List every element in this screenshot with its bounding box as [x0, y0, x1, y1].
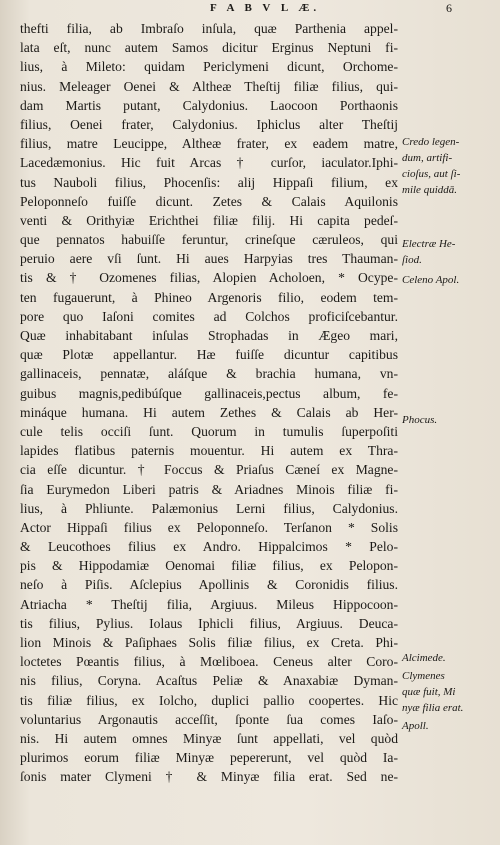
text-line: tis & † Ozomenes filias, Alopien Acholoen, * Ocype-	[20, 270, 398, 286]
margin-note-line: Electræ He-	[402, 238, 456, 250]
text-line: tis filius, Pylius. Iolaus Iphicli filius, Argiuus. Deuca-	[20, 615, 398, 631]
text-line: lapides flatibus paternis mouentur. Hi autem ex Thra-	[20, 443, 398, 459]
text-line: Atriacha * Theſtij filia, Argiuus. Mileus Hippocoon-	[20, 596, 398, 612]
text-line: Quæ inhabitabant inſulas Strophadas in Ægeo mari,	[20, 328, 398, 343]
text-line: loctetes Pœantis filius, à Mœliboea. Ceneus alter Coro-	[20, 654, 398, 670]
running-title: F A B V L Æ.	[210, 2, 321, 14]
margin-note-line: cioſus, aut ſi-	[402, 168, 461, 180]
margin-note-alcimede	[402, 650, 498, 666]
text-line: & Leucothoes filius ex Andro. Hippalcimos * Pelo-	[20, 539, 398, 555]
margin-note-line: Clymenes	[402, 670, 445, 682]
text-line: tus Nauboli filius, Phocenſis: alij Hippaſi filium, ex	[20, 174, 398, 190]
text-line: mináque humana. Hi autem Zethes & Calais ab Her-	[20, 404, 398, 420]
margin-note-electrae	[402, 236, 498, 268]
text-line: guibus magnis,pedibúſque gallinaceis,pectus album, fe-	[20, 385, 398, 401]
margin-note-line: ſiod.	[402, 254, 422, 266]
margin-note-line: dum, artifi-	[402, 152, 453, 164]
text-line: nius. Meleager Oenei & Altheæ Theſtij filiæ filius, qui-	[20, 78, 398, 94]
text-line: pore quo Iaſoni comites ad Colchos proficiſcebantur.	[20, 308, 398, 324]
text-line: gallinaceis, pennatæ, aláſque & brachia humana, vn-	[20, 366, 398, 382]
margin-note-line: mile quiddā.	[402, 184, 457, 196]
margin-note-line: Credo legen-	[402, 136, 460, 148]
margin-note-line: quæ fuit, Mi	[402, 686, 456, 698]
margin-note-line: Celeno Apol.	[402, 274, 460, 286]
text-line: neſo à Piſis. Aſclepius Apollinis & Coronidis filius.	[20, 577, 398, 593]
text-line: filius, matre Leucippe, Altheæ frater, ex eadem matre,	[20, 136, 398, 152]
text-line: voluntarius Argonautis acceſſit, ſponte ſua comes Iaſo-	[20, 711, 398, 727]
text-line: pis & Hippodamiæ Oenomai filiæ filius, ex Pelopon-	[20, 558, 398, 574]
text-line: cia eſſe dicuntur. † Foccus & Priaſus Cæneí ex Magne-	[20, 462, 398, 478]
text-line: peruio aere vſi ſunt. Hi aues Harpyias tres Thauman-	[20, 251, 398, 267]
main-text-column	[20, 19, 398, 787]
text-line: ſia Eurymedon Liberi patris & Ariadnes Minois filiæ fi-	[20, 481, 398, 497]
margin-note-line: nyæ filia erat.	[402, 702, 464, 714]
text-line: venti & Orithyiæ Erichthei filiæ filij. Hi capita pedeſ-	[20, 212, 398, 228]
text-line: filius, Oenei frater, Calydonius. Iphiclus alter Theſtij	[20, 116, 398, 132]
margin-note-line: Phocus.	[402, 414, 438, 426]
margin-notes	[398, 0, 500, 845]
text-line: thefti filia, ab Imbraſo inſula, quæ Parthenia appel-	[20, 21, 398, 36]
text-line: lata eſt, nunc autem Samos dicitur Erginus Neptuni fi-	[20, 40, 398, 56]
margin-note-phocus	[402, 412, 498, 428]
margin-note-apoll	[402, 718, 498, 734]
margin-note-line: Alcimede.	[402, 652, 446, 664]
text-line: lius, à Phliunte. Palæmonius Lerni filius, Calydonius.	[20, 500, 398, 516]
margin-note-credo	[402, 134, 498, 198]
text-line: plurimos eorum filiæ Minyæ pepererunt, vel quòd Ia-	[20, 750, 398, 766]
text-line: tis filiæ filius, ex Iolcho, duplici pallio coopertes. Hic	[20, 692, 398, 708]
margin-note-celeno	[402, 272, 498, 288]
margin-note-clymenes	[402, 668, 498, 716]
text-line: ſonis mater Clymeni † & Minyæ filia erat. Sed ne-	[20, 769, 398, 785]
text-line: ten fugauerunt, à Phineo Argenoris filio, eodem tem-	[20, 289, 398, 305]
text-line: Peloponneſo fuiſſe dicunt. Zetes & Calais Aquilonis	[20, 193, 398, 209]
text-line: Actor Hippaſi filius ex Peloponneſo. Terſanon * Solis	[20, 519, 398, 535]
text-line: nis filius, Coryna. Acaſtus Peliæ & Anaxabiæ Dyman-	[20, 673, 398, 689]
page-number: 6	[446, 1, 452, 15]
text-line: nis. Hi autem omnes Minyæ ſunt appellati, vel quòd	[20, 730, 398, 746]
text-line: quæ Plotæ appellantur. Hæ fuiſſe dicuntur capitibus	[20, 347, 398, 363]
text-line: lion Minois & Paſiphaes Solis filiæ filius, ex Creta. Phi-	[20, 635, 398, 650]
text-line: dam Martis putant, Calydonius. Laocoon Porthaonis	[20, 97, 398, 113]
margin-note-line: Apoll.	[402, 720, 429, 732]
text-line: Lacedæmonius. Hic fuit Arcas † curſor, iaculator.Iphi-	[20, 155, 398, 171]
text-line: cule telis occiſi ſunt. Quorum in tumulis ſuperpoſiti	[20, 423, 398, 439]
text-line: que pennatos habuiſſe feruntur, crineſque cæruleos, qui	[20, 232, 398, 248]
text-line: lius, à Mileto: quidam Periclymeni dicunt, Orchome-	[20, 59, 398, 75]
